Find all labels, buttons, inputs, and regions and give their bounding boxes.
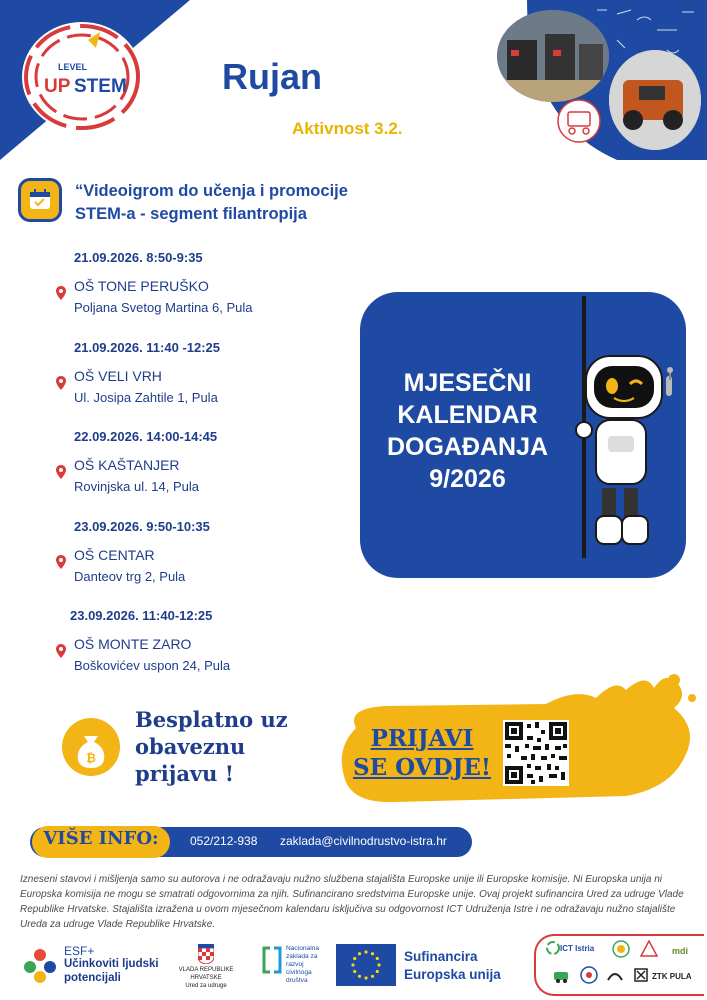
school-address: Danteov trg 2, Pula <box>74 569 186 584</box>
partner-emblem-icon <box>612 940 630 958</box>
schedule-time: 21.09.2026. 8:50-9:35 <box>74 250 203 265</box>
nz-line5: društva <box>286 977 308 984</box>
school-name: OŠ CENTAR <box>74 547 155 563</box>
photo-robot-kit <box>609 50 701 150</box>
schedule-time: 23.09.2026. 11:40-12:25 <box>70 608 213 623</box>
gov-line1: VLADA REPUBLIKE HRVATSKE <box>178 967 234 981</box>
info-email[interactable]: zaklada@civilnodrustvo-istra.hr <box>280 834 447 848</box>
ict-istria-icon <box>546 941 560 955</box>
school-address: Boškovićev uspon 24, Pula <box>74 658 231 673</box>
school-address: Ul. Josipa Zahtile 1, Pula <box>74 390 218 405</box>
location-pin-icon <box>56 286 66 300</box>
calendar-card-title <box>360 367 575 495</box>
nz-line3: razvoj <box>286 961 304 968</box>
eu-flag-icon <box>336 944 396 986</box>
schedule-time: 21.09.2026. 11:40 -12:25 <box>74 340 221 355</box>
location-pin-icon <box>56 376 66 390</box>
gov-line2: Ured za udruge <box>185 983 227 989</box>
qr-code[interactable] <box>503 720 569 786</box>
esf-logo-icon <box>20 945 60 985</box>
disclaimer-text: Izneseni stavovi i mišljenja samo su autorova i ne odražavaju nužno službena stajališta Europske unije ili Europske komisije. Ni Europska unija ni Europska komisija ne mogu se smatrati odgovornima za njih. Sufinancirano sredstvima Europske unije. Ovaj projekt sufinancira Ured za udruge Vlade Republike Hrvatske. Stajališta izražena u ovom mjesečnom kalendaru isključiva su odgovornost ICT Udruženja Istre i ne odražavaju nužno stajalište Ureda za udruge Vlade Republike Hrvatske. <box>20 874 684 930</box>
logo-stem-text: STEM <box>74 76 127 97</box>
school-name: OŠ KAŠTANJER <box>74 457 180 473</box>
logo-up-text: UP <box>44 76 71 97</box>
school-address: Rovinjska ul. 14, Pula <box>74 479 200 494</box>
school-address: Poljana Svetog Martina 6, Pula <box>74 300 253 315</box>
photo-3d-printers <box>497 10 609 102</box>
schedule-time: 22.09.2026. 14:00-14:45 <box>74 429 218 444</box>
eu-line1: Sufinancira <box>404 949 478 964</box>
schedule-time: 23.09.2026. 9:50-10:35 <box>74 519 210 534</box>
register-line2[interactable]: SE OVDJE! <box>352 754 492 781</box>
free-registration-text <box>135 706 288 787</box>
level-up-stem-logo <box>18 18 146 136</box>
partner-ztk-pula: ZTK PULA <box>652 972 692 981</box>
month-title: Rujan <box>222 56 323 97</box>
esf-title: ESF+ <box>64 944 95 958</box>
info-phone[interactable]: 052/212-938 <box>190 834 258 848</box>
partner-mdi: mdi <box>672 946 689 956</box>
activity-label: Aktivnost 3.2. <box>292 119 403 138</box>
school-name: OŠ TONE PERUŠKO <box>74 278 209 294</box>
calendar-line3: DOGAĐANJA <box>386 433 549 461</box>
svg-text:₿: ₿ <box>86 751 96 765</box>
free-line3: prijavu ! <box>135 761 234 786</box>
ztk-pula-icon <box>634 968 648 982</box>
register-here-link[interactable] <box>352 724 492 782</box>
info-label: VIŠE INFO: <box>43 828 159 849</box>
partner-emblem-icon <box>606 966 624 984</box>
location-pin-icon <box>56 555 66 569</box>
government-text <box>168 966 244 990</box>
esf-line2: potencijali <box>64 972 121 984</box>
free-line2: obaveznu <box>135 734 246 759</box>
calendar-line2: KALENDAR <box>397 401 538 429</box>
partner-emblem-icon <box>580 966 598 984</box>
calendar-line4: 9/2026 <box>429 465 506 493</box>
school-name: OŠ VELI VRH <box>74 368 162 384</box>
money-bag-icon <box>62 718 120 776</box>
event-title-line2: STEM-a - segment filantropija <box>75 205 307 223</box>
eu-line2: Europska unija <box>404 967 501 982</box>
logo-level-text: LEVEL <box>58 62 88 72</box>
partner-emblem-icon <box>640 940 658 958</box>
eu-cofunded-text <box>404 948 501 984</box>
event-title <box>75 180 405 226</box>
school-name: OŠ MONTE ZARO <box>74 636 192 652</box>
partner-emblem-icon <box>552 966 570 984</box>
esf-text <box>64 957 159 985</box>
calendar-line1: MJESEČNI <box>403 369 532 397</box>
partner-ict-istria: ICT Istria <box>560 944 595 953</box>
location-pin-icon <box>56 644 66 658</box>
croatian-crest-icon <box>198 944 214 964</box>
stem-tools-icon <box>556 98 602 144</box>
free-line1: Besplatno uz <box>135 707 288 732</box>
nz-logo-icon <box>262 946 282 974</box>
event-title-line1: “Videoigrom do učenja i promocije <box>75 182 348 200</box>
robot-mascot <box>568 296 688 566</box>
register-line1[interactable]: PRIJAVI <box>370 725 474 752</box>
nz-line4: civilnoga <box>286 969 312 976</box>
nz-line2: zaklada za <box>286 953 318 960</box>
esf-line1: Učinkoviti ljudski <box>64 958 159 970</box>
nz-line1: Nacionalna <box>286 945 319 952</box>
location-pin-icon <box>56 465 66 479</box>
calendar-icon <box>18 178 62 222</box>
